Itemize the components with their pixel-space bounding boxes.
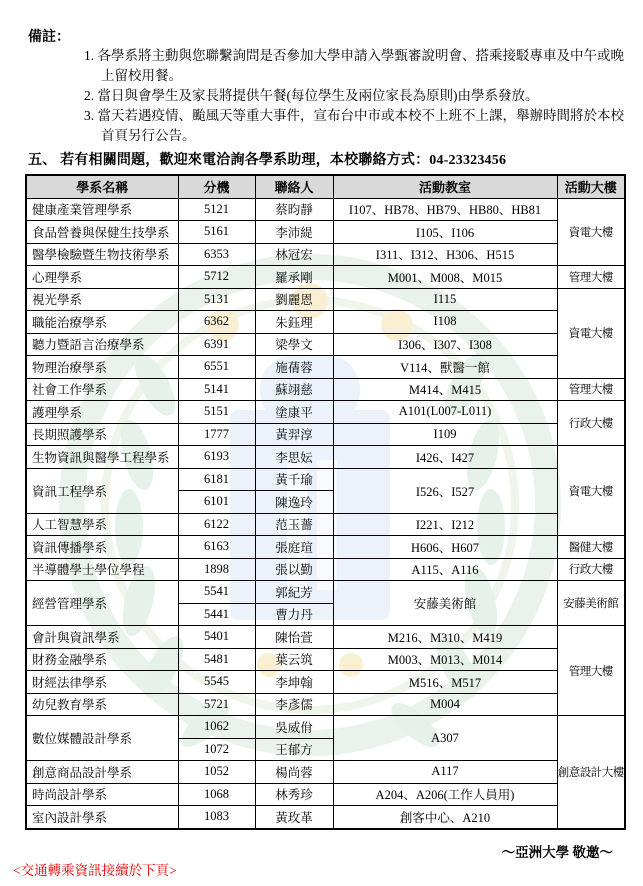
- dept-cell: 室內設計學系: [26, 806, 178, 829]
- notes-label: 備註：: [28, 30, 70, 45]
- ext-cell: 5721: [178, 693, 255, 716]
- contact-cell: 劉麗恩: [255, 288, 333, 311]
- table-row: [26, 783, 625, 806]
- room-cell: 安藤美術館: [333, 581, 557, 626]
- ext-cell: 5151: [178, 401, 255, 424]
- room-cell: M004: [333, 693, 557, 716]
- note-item: [84, 46, 629, 86]
- table-row: [26, 581, 625, 604]
- dept-cell: 視光學系: [26, 288, 178, 311]
- ext-cell: 6181: [178, 468, 255, 491]
- contact-cell: 張以勤: [255, 558, 333, 581]
- room-cell: A307: [333, 716, 557, 761]
- contact-cell: 范玉薔: [255, 513, 333, 536]
- table-row: [26, 693, 625, 716]
- contact-cell: 張庭瑄: [255, 536, 333, 559]
- building-cell: 創意設計大樓: [557, 716, 625, 829]
- contact-cell: 施蒨蓉: [255, 356, 333, 379]
- ext-cell: 5401: [178, 626, 255, 649]
- room-cell: M003、M013、M014: [333, 648, 557, 671]
- header-cell: 分機: [178, 175, 255, 198]
- table-row: [26, 648, 625, 671]
- dept-cell: 健康產業管理學系: [26, 198, 178, 221]
- room-cell: A101(L007-L011): [333, 401, 557, 424]
- ext-cell: 1062: [178, 716, 255, 739]
- contact-cell: 李思妘: [255, 446, 333, 469]
- building-cell: 行政大樓: [557, 401, 625, 446]
- contact-cell: 梁學文: [255, 333, 333, 356]
- dept-cell: 資訊工程學系: [26, 468, 178, 513]
- ext-cell: 6101: [178, 491, 255, 514]
- room-cell: 創客中心、A210: [333, 806, 557, 829]
- contact-table-body: [26, 198, 625, 829]
- building-cell: 資電大樓: [557, 288, 625, 378]
- ext-cell: 5481: [178, 648, 255, 671]
- notes-list: [84, 46, 629, 146]
- ext-cell: 5712: [178, 266, 255, 289]
- ext-cell: 6362: [178, 311, 255, 334]
- room-cell: H606、H607: [333, 536, 557, 559]
- dept-cell: 物理治療學系: [26, 356, 178, 379]
- contact-cell: 李沛緹: [255, 221, 333, 244]
- dept-cell: 護理學系: [26, 401, 178, 424]
- room-cell: M516、M517: [333, 671, 557, 694]
- contact-cell: 王郁方: [255, 738, 333, 761]
- table-row: [26, 468, 625, 491]
- table-row: [26, 198, 625, 221]
- ext-cell: 6163: [178, 536, 255, 559]
- room-cell: I426、I427: [333, 446, 557, 469]
- dept-cell: 聽力暨語言治療學系: [26, 333, 178, 356]
- building-cell: 管理大樓: [557, 378, 625, 401]
- table-row: [26, 311, 625, 334]
- contact-cell: 塗康平: [255, 401, 333, 424]
- room-cell: I311、I312、H306、H515: [333, 243, 557, 266]
- ext-cell: 1898: [178, 558, 255, 581]
- contact-cell: 李彥儒: [255, 693, 333, 716]
- ext-cell: 5441: [178, 603, 255, 626]
- dept-cell: 創意商品設計學系: [26, 761, 178, 784]
- dept-cell: 經營管理學系: [26, 581, 178, 626]
- room-cell: V114、獸醫一館: [333, 356, 557, 379]
- dept-cell: 半導體學士學位學程: [26, 558, 178, 581]
- table-row: [26, 761, 625, 784]
- table-row: [26, 626, 625, 649]
- header-cell: 活動大樓: [557, 175, 625, 198]
- contact-cell: 楊尚蓉: [255, 761, 333, 784]
- note-text: 當天若遇疫情、颱風天等重大事件，宣布台中市或本校不上班不上課，舉辦時間將於本校首頁另行公告。: [97, 108, 624, 143]
- ext-cell: 1777: [178, 423, 255, 446]
- contact-cell: 羅承剛: [255, 266, 333, 289]
- table-row: [26, 401, 625, 424]
- header-cell: 聯絡人: [255, 175, 333, 198]
- note-number: 1.: [84, 48, 95, 63]
- dept-cell: 時尚設計學系: [26, 783, 178, 806]
- contact-cell: 葉云筑: [255, 648, 333, 671]
- dept-cell: 職能治療學系: [26, 311, 178, 334]
- room-cell: I105、I106: [333, 221, 557, 244]
- header-cell: 學系名稱: [26, 175, 178, 198]
- table-header-row: [26, 175, 625, 198]
- ext-cell: 1072: [178, 738, 255, 761]
- next-page-note: <交通轉乘資訊接續於下頁>: [13, 863, 177, 878]
- building-cell: 醫健大樓: [557, 536, 625, 559]
- dept-cell: 長期照護學系: [26, 423, 178, 446]
- note-text: 當日與會學生及家長將提供午餐(每位學生及兩位家長為原則)由學系發放。: [97, 88, 539, 103]
- table-row: [26, 513, 625, 536]
- ext-cell: 6391: [178, 333, 255, 356]
- dept-cell: 食品營養與保健生技學系: [26, 221, 178, 244]
- dept-cell: 資訊傳播學系: [26, 536, 178, 559]
- ext-cell: 1068: [178, 783, 255, 806]
- dept-cell: 財經法律學系: [26, 671, 178, 694]
- header-cell: 活動教室: [333, 175, 557, 198]
- dept-cell: 人工智慧學系: [26, 513, 178, 536]
- table-row: [26, 266, 625, 289]
- note-item: [84, 106, 629, 146]
- building-cell: 管理大樓: [557, 626, 625, 716]
- ext-cell: 5131: [178, 288, 255, 311]
- room-cell: I115: [333, 288, 557, 311]
- note-number: 2.: [84, 88, 95, 103]
- ext-cell: 5141: [178, 378, 255, 401]
- contact-cell: 陳逸玲: [255, 491, 333, 514]
- table-row: [26, 446, 625, 469]
- room-cell: I221、I212: [333, 513, 557, 536]
- table-row: [26, 333, 625, 356]
- room-cell: A115、A116: [333, 558, 557, 581]
- room-cell: I107、HB78、HB79、HB80、HB81: [333, 198, 557, 221]
- contact-cell: 黃玫革: [255, 806, 333, 829]
- table-row: [26, 558, 625, 581]
- room-cell: M001、M008、M015: [333, 266, 557, 289]
- dept-cell: 醫學檢驗暨生物技術學系: [26, 243, 178, 266]
- room-cell: A204、A206(工作人員用): [333, 783, 557, 806]
- room-cell: I526、I527: [333, 468, 557, 513]
- room-cell: A117: [333, 761, 557, 784]
- building-cell: 行政大樓: [557, 558, 625, 581]
- dept-cell: 會計與資訊學系: [26, 626, 178, 649]
- table-row: [26, 716, 625, 739]
- room-cell: M216、M310、M419: [333, 626, 557, 649]
- table-row: [26, 671, 625, 694]
- table-row: [26, 356, 625, 379]
- room-cell: I109: [333, 423, 557, 446]
- building-cell: 管理大樓: [557, 266, 625, 289]
- contact-cell: 黃千瑜: [255, 468, 333, 491]
- ext-cell: 5541: [178, 581, 255, 604]
- ext-cell: 6193: [178, 446, 255, 469]
- contact-cell: 曹力丹: [255, 603, 333, 626]
- table-row: [26, 806, 625, 829]
- table-row: [26, 378, 625, 401]
- contact-cell: 蘇翊慈: [255, 378, 333, 401]
- contact-cell: 林冠宏: [255, 243, 333, 266]
- room-cell: I306、I307、I308: [333, 333, 557, 356]
- contact-cell: 林秀珍: [255, 783, 333, 806]
- contact-cell: 陳怡萱: [255, 626, 333, 649]
- contact-cell: 黃羿淳: [255, 423, 333, 446]
- contact-cell: 朱鈺理: [255, 311, 333, 334]
- dept-cell: 生物資訊與醫學工程學系: [26, 446, 178, 469]
- ext-cell: 6551: [178, 356, 255, 379]
- contact-cell: 李坤翰: [255, 671, 333, 694]
- building-cell: 安藤美術館: [557, 581, 625, 626]
- dept-cell: 心理學系: [26, 266, 178, 289]
- ext-cell: 5121: [178, 198, 255, 221]
- dept-cell: 財務金融學系: [26, 648, 178, 671]
- contact-cell: 郭紀芳: [255, 581, 333, 604]
- ext-cell: 5545: [178, 671, 255, 694]
- note-text: 各學系將主動與您聯繫詢問是否參加大學申請入學甄審說明會、搭乘接駁專車及中午或晚上留校用餐。: [97, 48, 624, 83]
- ext-cell: 1083: [178, 806, 255, 829]
- contact-cell: 蔡昀靜: [255, 198, 333, 221]
- note-number: 3.: [84, 108, 95, 123]
- ext-cell: 6122: [178, 513, 255, 536]
- table-row: [26, 221, 625, 244]
- dept-cell: 社會工作學系: [26, 378, 178, 401]
- department-contact-table: [25, 174, 626, 830]
- closing-signature: ～亞洲大學 敬邀～: [501, 845, 613, 860]
- dept-cell: 數位媒體設計學系: [26, 716, 178, 761]
- building-cell: 資電大樓: [557, 198, 625, 266]
- table-row: [26, 288, 625, 311]
- room-cell: M414、M415: [333, 378, 557, 401]
- table-row: [26, 243, 625, 266]
- section-heading: 五、 若有相關問題，歡迎來電洽詢各學系助理，本校聯絡方式：04-23323456: [28, 153, 507, 168]
- dept-cell: 幼兒教育學系: [26, 693, 178, 716]
- contact-cell: 吳威佾: [255, 716, 333, 739]
- note-item: [84, 86, 629, 106]
- ext-cell: 1052: [178, 761, 255, 784]
- table-row: [26, 536, 625, 559]
- building-cell: 資電大樓: [557, 446, 625, 536]
- ext-cell: 5161: [178, 221, 255, 244]
- room-cell: I108: [333, 311, 557, 334]
- table-row: [26, 423, 625, 446]
- ext-cell: 6353: [178, 243, 255, 266]
